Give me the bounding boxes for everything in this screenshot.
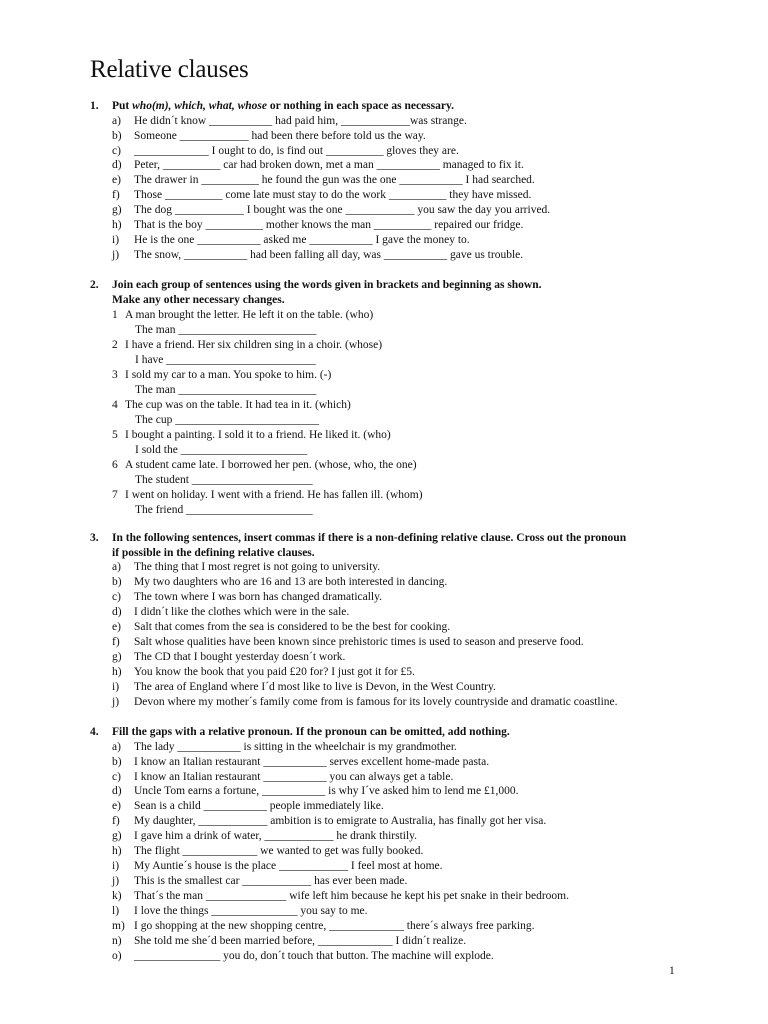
exercise-2-items bbox=[112, 308, 690, 518]
item-text: The cup was on the table. It had tea in it. (which) bbox=[125, 399, 351, 412]
item-letter: d) bbox=[112, 159, 122, 172]
list-item bbox=[112, 144, 690, 159]
list-item bbox=[112, 114, 690, 129]
exercise-number: 3. bbox=[90, 532, 99, 544]
list-item bbox=[112, 889, 690, 904]
list-item bbox=[112, 784, 690, 799]
list-item bbox=[112, 218, 690, 233]
item-letter: k) bbox=[112, 890, 122, 903]
item-number: 4 bbox=[112, 399, 118, 412]
list-item bbox=[112, 949, 690, 964]
list-item bbox=[112, 620, 690, 635]
list-item bbox=[112, 173, 690, 188]
item-letter: c) bbox=[112, 144, 121, 157]
exercise-3-instruction bbox=[90, 531, 690, 560]
list-item bbox=[112, 575, 690, 590]
answer-line[interactable]: The cup _________________________ bbox=[135, 414, 319, 427]
list-item bbox=[112, 605, 690, 620]
item-letter: n) bbox=[112, 934, 122, 947]
list-item bbox=[112, 650, 690, 665]
item-letter: d) bbox=[112, 785, 122, 798]
item-letter: h) bbox=[112, 845, 122, 858]
list-item bbox=[112, 158, 690, 173]
item-text: I know an Italian restaurant ___________ you can always get a table. bbox=[134, 770, 454, 783]
item-letter: f) bbox=[112, 815, 120, 828]
list-item bbox=[112, 740, 690, 755]
item-text: My Auntie´s house is the place ____________ I feel most at home. bbox=[134, 860, 443, 873]
page-title: Relative clauses bbox=[90, 56, 249, 83]
list-item bbox=[112, 398, 690, 413]
item-letter: g) bbox=[112, 204, 122, 217]
item-letter: f) bbox=[112, 189, 120, 202]
item-text: The snow, ___________ had been falling all day, was ___________ gave us trouble. bbox=[134, 249, 524, 262]
item-text: She told me she´d been married before, _____________ I didn´t realize. bbox=[134, 934, 467, 947]
item-text: Salt that comes from the sea is considered to be the best for cooking. bbox=[134, 621, 451, 633]
item-letter: a) bbox=[112, 561, 121, 574]
item-text: You know the book that you paid £20 for? I just got it for £5. bbox=[134, 665, 415, 678]
exercise-4-instruction bbox=[90, 725, 690, 740]
list-item bbox=[112, 680, 690, 695]
item-letter: c) bbox=[112, 591, 121, 604]
list-item bbox=[112, 188, 690, 203]
list-item bbox=[112, 635, 690, 650]
item-text: I didn´t like the clothes which were in the sale. bbox=[134, 606, 350, 619]
item-letter: j) bbox=[112, 695, 120, 708]
page-number: 1 bbox=[669, 965, 675, 977]
list-item bbox=[112, 560, 690, 575]
exercise-3-items bbox=[90, 560, 690, 710]
item-letter: o) bbox=[112, 949, 122, 962]
item-letter: a) bbox=[112, 114, 121, 127]
item-letter: j) bbox=[112, 875, 120, 888]
list-item bbox=[112, 338, 690, 353]
item-text: A man brought the letter. He left it on the table. (who) bbox=[125, 309, 374, 322]
item-letter: g) bbox=[112, 650, 122, 663]
list-item bbox=[112, 814, 690, 829]
list-item bbox=[112, 458, 690, 473]
list-item bbox=[112, 770, 690, 785]
list-item bbox=[112, 203, 690, 218]
item-text: The dog ____________ I bought was the one ____________ you saw the day you arrived. bbox=[134, 204, 551, 217]
item-text: I have a friend. Her six children sing in a choir. (whose) bbox=[125, 339, 383, 352]
item-text: I sold my car to a man. You spoke to him. (-) bbox=[125, 369, 332, 382]
list-item bbox=[112, 308, 690, 323]
list-item bbox=[112, 859, 690, 874]
exercise-4 bbox=[90, 725, 690, 964]
item-letter: i) bbox=[112, 860, 120, 873]
exercise-number: 1. bbox=[90, 100, 99, 112]
item-text: Those __________ come late must stay to do the work __________ they have missed. bbox=[134, 189, 532, 202]
item-text: I know an Italian restaurant ___________ serves excellent home-made pasta. bbox=[134, 755, 490, 768]
item-text: My daughter, ____________ ambition is to emigrate to Australia, has finally got her visa. bbox=[134, 815, 547, 828]
item-letter: e) bbox=[112, 174, 121, 187]
list-item bbox=[112, 844, 690, 859]
instruction-words: who(m), which, what, whose bbox=[132, 100, 267, 112]
item-number: 2 bbox=[112, 339, 118, 352]
item-letter: g) bbox=[112, 830, 122, 843]
item-text: Salt whose qualities have been known since prehistoric times is used to season and preserve food. bbox=[134, 635, 584, 648]
item-text: The town where I was born has changed dramatically. bbox=[134, 591, 383, 604]
list-item bbox=[112, 874, 690, 889]
item-text: This is the smallest car ____________ has ever been made. bbox=[134, 875, 408, 888]
list-item bbox=[112, 755, 690, 770]
item-text: That is the boy __________ mother knows the man __________ repaired our fridge. bbox=[134, 219, 524, 232]
item-letter: i) bbox=[112, 234, 120, 247]
answer-line[interactable]: The student _____________________ bbox=[135, 474, 313, 487]
item-text: He is the one ___________ asked me ___________ I gave the money to. bbox=[134, 234, 470, 247]
list-item bbox=[112, 428, 690, 443]
item-letter: b) bbox=[112, 755, 122, 768]
item-text: The lady ___________ is sitting in the wheelchair is my grandmother. bbox=[134, 740, 457, 753]
answer-line[interactable]: I sold the ______________________ bbox=[135, 444, 308, 457]
item-text: Sean is a child ___________ people immediately like. bbox=[134, 800, 384, 813]
list-item bbox=[112, 488, 690, 503]
item-letter: b) bbox=[112, 129, 122, 142]
list-item bbox=[112, 934, 690, 949]
item-text: _____________ I ought to do, is find out __________ gloves they are. bbox=[134, 144, 459, 157]
item-letter: e) bbox=[112, 621, 121, 633]
item-text: That´s the man ______________ wife left him because he kept his pet snake in their bedroom. bbox=[134, 890, 569, 903]
item-number: 5 bbox=[112, 429, 118, 442]
exercise-number: 4. bbox=[90, 726, 99, 738]
item-letter: f) bbox=[112, 635, 120, 648]
answer-line[interactable]: The friend ______________________ bbox=[135, 504, 313, 517]
item-letter: e) bbox=[112, 800, 121, 813]
item-letter: h) bbox=[112, 665, 122, 678]
item-text: The area of England where I´d most like to live is Devon, in the West Country. bbox=[134, 680, 496, 693]
list-item bbox=[112, 665, 690, 680]
item-letter: h) bbox=[112, 219, 122, 232]
item-text: Someone ____________ had been there before told us the way. bbox=[134, 129, 426, 142]
item-letter: m) bbox=[112, 920, 125, 933]
exercise-2 bbox=[90, 278, 690, 518]
item-letter: b) bbox=[112, 576, 122, 589]
item-text: The thing that I most regret is not going to university. bbox=[134, 561, 381, 574]
exercise-number: 2. bbox=[90, 279, 99, 291]
item-text: Devon where my mother´s family come from is famous for its lovely countryside and dramatic coastline. bbox=[134, 695, 618, 708]
instruction-text: Fill the gaps with a relative pronoun. If the pronoun can be omitted, add nothing. bbox=[112, 726, 510, 738]
instruction-text: In the following sentences, insert commas if there is a non-defining relative clause. Cross out the pronoun bbox=[112, 532, 627, 544]
exercise-1-items bbox=[90, 114, 690, 264]
list-item bbox=[112, 368, 690, 383]
list-item bbox=[112, 695, 690, 710]
answer-line[interactable]: I have __________________________ bbox=[135, 354, 316, 367]
item-number: 1 bbox=[112, 309, 118, 322]
item-text: I gave him a drink of water, ____________ he drank thirstily. bbox=[134, 830, 418, 843]
item-text: He didn´t know ___________ had paid him, ____________was strange. bbox=[134, 114, 467, 127]
item-letter: d) bbox=[112, 606, 122, 619]
exercise-1 bbox=[90, 99, 690, 263]
list-item bbox=[112, 129, 690, 144]
item-number: 7 bbox=[112, 489, 118, 502]
list-item bbox=[112, 590, 690, 605]
item-letter: a) bbox=[112, 740, 121, 753]
item-letter: i) bbox=[112, 680, 120, 693]
item-text: I love the things _______________ you say to me. bbox=[134, 905, 368, 918]
item-text: The flight _____________ we wanted to get was fully booked. bbox=[134, 845, 424, 858]
item-text: My two daughters who are 16 and 13 are both interested in dancing. bbox=[134, 576, 448, 589]
instruction-text: if possible in the defining relative clauses. bbox=[112, 546, 315, 559]
answer-line[interactable]: The man ________________________ bbox=[135, 384, 317, 397]
item-number: 3 bbox=[112, 369, 118, 382]
list-item bbox=[112, 904, 690, 919]
exercise-3 bbox=[90, 531, 690, 710]
item-letter: j) bbox=[112, 249, 120, 262]
item-text: Uncle Tom earns a fortune, ___________ is why I´ve asked him to lend me £1,000. bbox=[134, 785, 519, 798]
item-text: Peter, __________ car had broken down, met a man ___________ managed to fix it. bbox=[134, 159, 524, 172]
list-item bbox=[112, 248, 690, 263]
list-item bbox=[112, 233, 690, 248]
item-text: I went on holiday. I went with a friend. He has fallen ill. (whom) bbox=[125, 489, 423, 502]
instruction-text: Make any other necessary changes. bbox=[112, 293, 285, 306]
exercise-1-instruction bbox=[90, 99, 690, 114]
exercise-4-items bbox=[90, 740, 690, 964]
instruction-text: Put bbox=[112, 100, 133, 112]
list-item bbox=[112, 799, 690, 814]
item-text: _______________ you do, don´t touch that button. The machine will explode. bbox=[134, 949, 494, 962]
item-letter: c) bbox=[112, 770, 121, 783]
exercise-2-instruction bbox=[90, 278, 690, 307]
item-letter: l) bbox=[112, 905, 120, 918]
item-text: The drawer in __________ he found the gun was the one ___________ I had searched. bbox=[134, 174, 535, 187]
item-text: I bought a painting. I sold it to a friend. He liked it. (who) bbox=[125, 429, 391, 442]
answer-line[interactable]: The man ________________________ bbox=[135, 324, 317, 337]
list-item bbox=[112, 829, 690, 844]
instruction-text: or nothing in each space as necessary. bbox=[266, 100, 454, 112]
item-number: 6 bbox=[112, 459, 118, 472]
item-text: The CD that I bought yesterday doesn´t work. bbox=[134, 650, 346, 663]
list-item bbox=[112, 919, 690, 934]
instruction-text: Join each group of sentences using the words given in brackets and beginning as shown. bbox=[112, 279, 542, 291]
item-text: A student came late. I borrowed her pen. (whose, who, the one) bbox=[125, 459, 417, 472]
item-text: I go shopping at the new shopping centre, _____________ there´s always free parking. bbox=[134, 920, 535, 933]
